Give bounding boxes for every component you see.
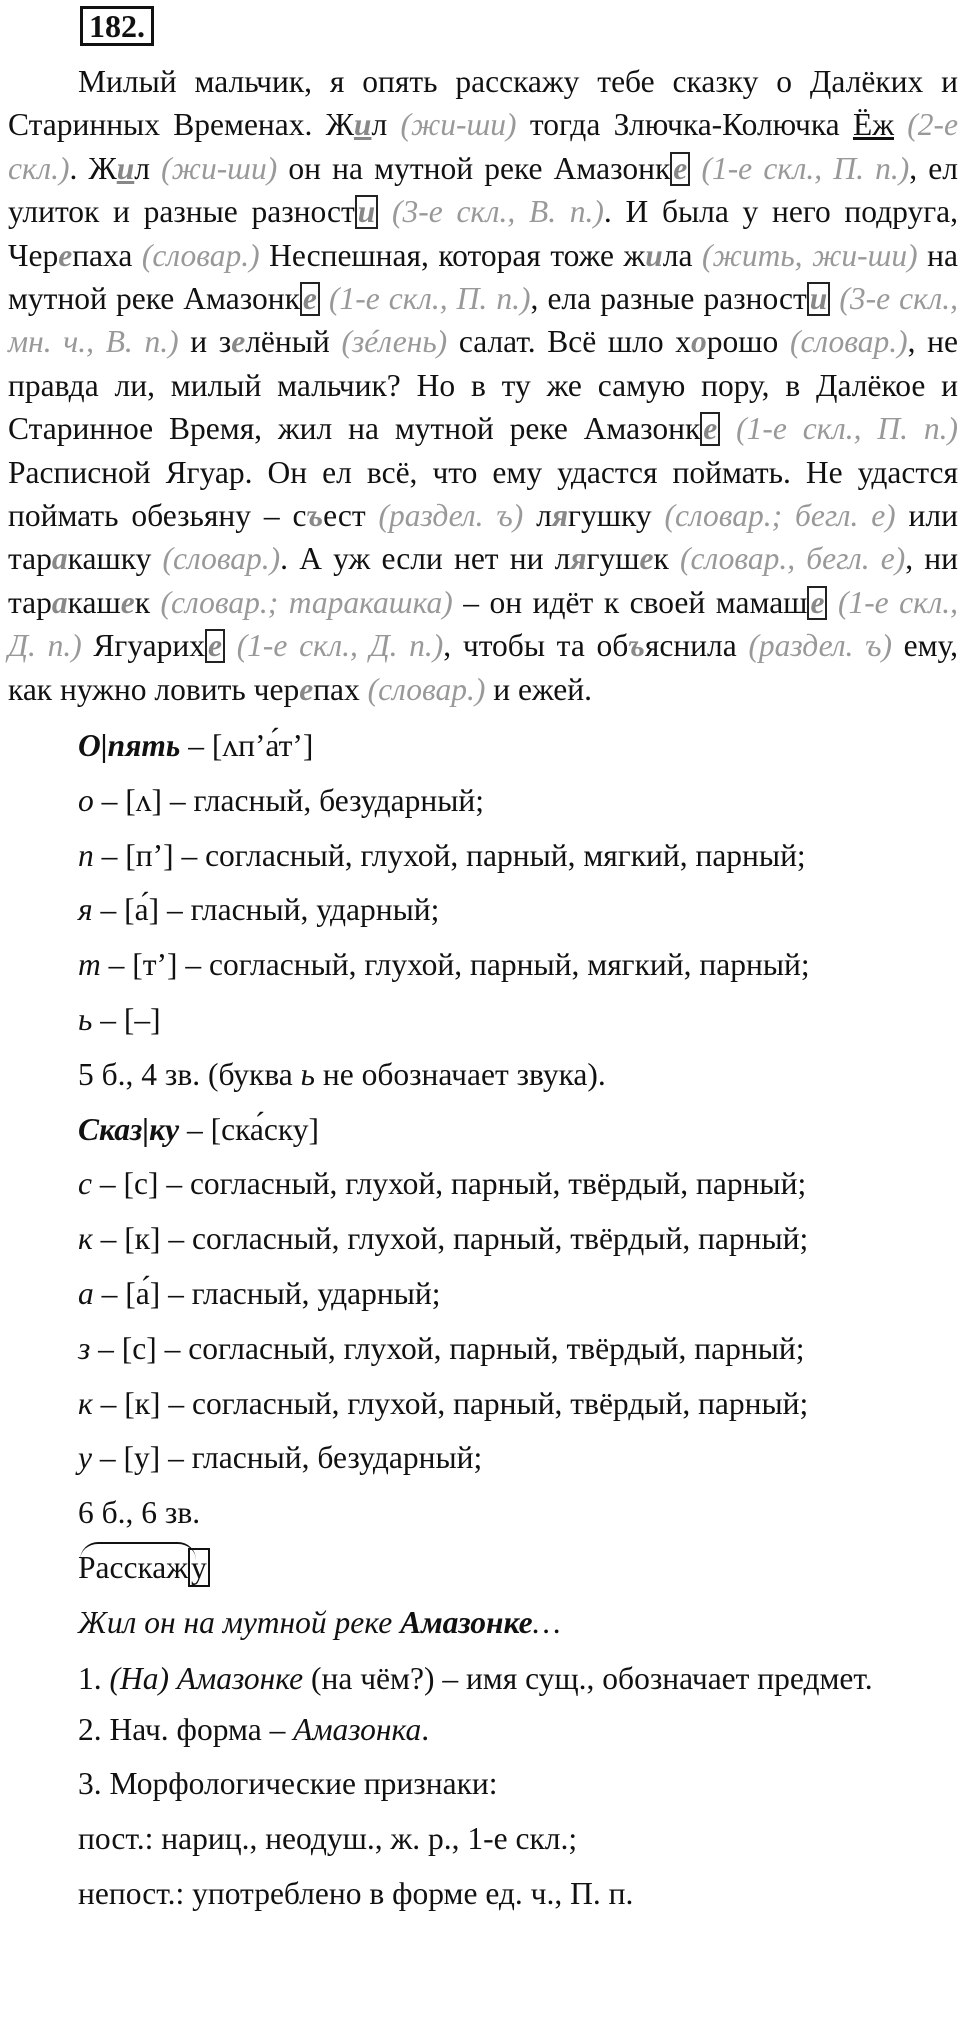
letter: с: [78, 1166, 92, 1202]
letter: у: [78, 1440, 92, 1476]
story-segment: – он идёт к своей мамаш: [452, 584, 808, 620]
letter: ь: [300, 1056, 315, 1092]
hint: (3-е скл., мн. ч., В. п.): [8, 281, 959, 360]
story-segment: к: [653, 541, 681, 577]
story-segment: он на мутной реке Амазонк: [277, 150, 671, 186]
sound-row: [8, 1377, 958, 1432]
analysis-word-heading: [8, 719, 958, 774]
story-segment: , чтобы та об: [443, 628, 629, 664]
story-segment: салат. Всё шло х: [447, 324, 692, 360]
sentence-text: …: [532, 1604, 561, 1640]
summary-text: 5 б., 4 зв. (буква: [78, 1056, 301, 1092]
point-text: (на чём?) – имя сущ., обозначает предмет.: [303, 1660, 873, 1696]
letter: п: [78, 837, 94, 873]
story-segment: на мутной реке Амазонк: [8, 237, 959, 317]
story-segment: рошо: [706, 324, 790, 360]
orthogram-vowel: я: [570, 541, 587, 577]
ending-box: е: [670, 152, 690, 186]
sound-description: – [у] – гласный, безударный;: [91, 1440, 483, 1476]
word-ending-box: у: [188, 1548, 210, 1587]
story-segment: лёный: [245, 324, 342, 360]
story-segment: Ягуарих: [81, 628, 206, 664]
sound-description: – [–]: [92, 1002, 161, 1038]
story-segment: Неспешная, которая тоже ж: [259, 237, 646, 273]
morph-constant-features: пост.: нариц., неодуш., ж. р., 1-е скл.;: [78, 1821, 578, 1857]
sound-description: – [а́] – гласный, ударный;: [92, 892, 440, 928]
summary-text: не обозначает звука).: [315, 1056, 606, 1092]
sound-description: – [к] – согласный, глухой, парный, твёрдый, парный;: [92, 1221, 809, 1257]
orthogram-vowel: о: [691, 324, 707, 360]
hint: (1-е скл., П. п.): [328, 281, 531, 317]
morphemic-word: [78, 1552, 210, 1584]
letter: я: [78, 892, 93, 928]
story-segment: ла: [662, 237, 703, 273]
orthogram-vowel: и: [645, 237, 663, 273]
sound-description: – [ʌ] – гласный, безударный;: [93, 782, 485, 818]
sound-row: [8, 883, 958, 938]
sound-row: [8, 774, 958, 829]
word-stem: Расскаж: [78, 1550, 189, 1586]
story-segment: ест: [323, 498, 379, 534]
orthogram-vowel: е: [58, 237, 73, 273]
story-segment: к: [134, 584, 161, 620]
orthogram-vowel: е: [639, 541, 654, 577]
story-segment: Расписной Ягуар. Он ел всё, что ему удастся поймать. Не удастся поймать обезьяну – с: [8, 454, 958, 534]
hint: (2-е скл.): [8, 107, 959, 186]
sound-description: – [с] – согласный, глухой, парный, твёрдый, парный;: [91, 1166, 807, 1202]
orthogram-vowel: е: [299, 671, 314, 707]
sound-row: [8, 1157, 958, 1212]
phonetic-analysis: [8, 719, 958, 1651]
letter: ь: [78, 1002, 93, 1038]
sound-description: – [п’] – согласный, глухой, парный, мягкий, парный;: [93, 837, 806, 873]
hard-sign: ъ: [306, 498, 324, 534]
morph-point-1: [8, 1657, 958, 1701]
letter: т: [78, 947, 101, 983]
story-segment: паха: [72, 237, 142, 273]
ending-box: и: [807, 282, 831, 316]
story-segment: Милый мальчик, я опять расскажу тебе сказку о Далёких и Старинных Временах. Ж: [8, 64, 958, 143]
ending-box: е: [700, 412, 720, 446]
morph-points: [8, 1703, 958, 1922]
morph-point-2: [8, 1703, 958, 1758]
hint: (3-е скл., В. п.): [392, 194, 604, 230]
story-segment: л: [371, 107, 401, 143]
orthogram-vowel: и: [116, 150, 135, 186]
sound-row: [8, 993, 958, 1048]
morph-point-3: 3. Морфологические признаки:: [78, 1766, 498, 1802]
hint: (словар.): [141, 237, 260, 273]
sound-row: [8, 1212, 958, 1267]
analysis-word: Сказ|ку: [78, 1111, 180, 1147]
sound-row: [8, 829, 958, 884]
analysis-summary: [8, 1048, 958, 1103]
letter: о: [78, 782, 94, 818]
ending-box: е: [807, 586, 827, 620]
hint: (словар.; бегл. е): [664, 498, 896, 534]
story-segment: , ел улиток и разные разност: [8, 150, 958, 230]
ending-box: и: [355, 195, 379, 229]
story-segment: и з: [178, 324, 232, 360]
hint: (зéлень): [341, 324, 448, 360]
point-text: 1.: [78, 1660, 110, 1696]
sound-description: – [т’] – согласный, глухой, парный, мягкий, парный;: [100, 947, 810, 983]
transcription: – [ʌп’а́т’]: [180, 728, 314, 764]
ending-box: е: [300, 282, 320, 316]
sentence-target-word: Амазонке: [400, 1604, 533, 1640]
ending-box: е: [205, 629, 225, 663]
exercise-number: 182.: [80, 6, 154, 46]
story-segment: . И была у него подруга, Чер: [8, 194, 959, 273]
hint: (словар.): [789, 324, 908, 360]
letter: а: [78, 1276, 94, 1312]
orthogram-vowel: е: [231, 324, 246, 360]
underlined-word: Ёж: [852, 107, 894, 143]
orthogram-vowel: а: [51, 541, 68, 577]
point-text: .: [421, 1711, 430, 1747]
letter: з: [78, 1330, 91, 1366]
hard-sign: ъ: [628, 628, 645, 664]
orthogram-vowel: я: [551, 498, 569, 534]
hint: (раздел. ъ): [748, 628, 892, 664]
sound-row: [8, 1322, 958, 1377]
hint: (жить, жи-ши): [702, 237, 918, 273]
stem-arc: [80, 1542, 196, 1560]
story-segment: , ни тар: [8, 541, 959, 620]
hint: (жи-ши): [400, 107, 517, 143]
hint: (словар.; таракашка): [160, 584, 453, 620]
story-segment: . А уж если нет ни л: [280, 541, 571, 577]
hint: (жи-ши): [161, 150, 278, 186]
sentence-text: Жил он на мутной реке: [78, 1604, 401, 1640]
story-segment: каш: [67, 584, 121, 620]
hint: (1-е скл., Д. п.): [236, 628, 444, 664]
story-segment: пах: [313, 671, 368, 707]
morph-variable-features: непост.: употреблено в форме ед. ч., П. п.: [78, 1876, 634, 1912]
point-text: 2. Нач. форма –: [78, 1711, 294, 1747]
hint: (1-е скл., П. п.): [736, 411, 958, 447]
story-segment: или тар: [8, 498, 958, 577]
sound-row: [8, 1431, 958, 1486]
story-segment: л: [523, 498, 552, 534]
story-segment: , ела разные разност: [530, 281, 807, 317]
sound-row: [8, 1267, 958, 1322]
letter: к: [78, 1385, 93, 1421]
story-segment: яснила: [644, 628, 749, 664]
story-segment: . Ж: [69, 150, 117, 186]
hint: (1-е скл., П. п.): [701, 150, 910, 186]
orthogram-vowel: а: [51, 584, 68, 620]
story-segment: л: [134, 150, 162, 186]
hint: (словар., бегл. е): [680, 541, 906, 577]
hint: (1-е скл., Д. п.): [8, 584, 959, 664]
analysis-word: О|пять: [78, 728, 181, 764]
point-word: (На) Амазонке: [109, 1660, 304, 1696]
story-segment: ему, как нужно ловить чер: [8, 628, 959, 707]
story-segment: , не правда ли, милый мальчик? Но в ту же самую пору, в Далёкое и Старинное Время, жил на мутной реке Амазонк: [8, 324, 958, 447]
sound-description: – [к] – согласный, глухой, парный, твёрдый, парный;: [92, 1385, 809, 1421]
sound-description: – [с] – согласный, глухой, парный, твёрдый, парный;: [90, 1330, 805, 1366]
story-segment: гушку: [568, 498, 665, 534]
orthogram-vowel: е: [120, 584, 135, 620]
story-segment: тогда Злючка-Колючка: [516, 107, 853, 143]
page: [8, 6, 958, 1922]
sound-row: [8, 938, 958, 993]
morphemic-analysis: [8, 1541, 958, 1596]
analysis-word-heading: [8, 1103, 958, 1158]
transcription: – [ска́ску]: [179, 1111, 319, 1147]
hint: (словар.): [367, 671, 486, 707]
sound-description: – [а́] – гласный, ударный;: [93, 1276, 441, 1312]
morph-sentence: [8, 1596, 958, 1651]
story-segment: и ежей.: [485, 671, 592, 707]
orthogram-vowel: и: [353, 107, 372, 143]
hint: (словар.): [162, 541, 281, 577]
story-segment: кашку: [67, 541, 163, 577]
letter: к: [78, 1221, 93, 1257]
hint: (раздел. ъ): [378, 498, 524, 534]
story-text: [8, 60, 958, 711]
point-word: Амазонка: [293, 1711, 422, 1747]
story-segment: гуш: [586, 541, 640, 577]
analysis-summary: 6 б., 6 зв.: [78, 1495, 201, 1531]
